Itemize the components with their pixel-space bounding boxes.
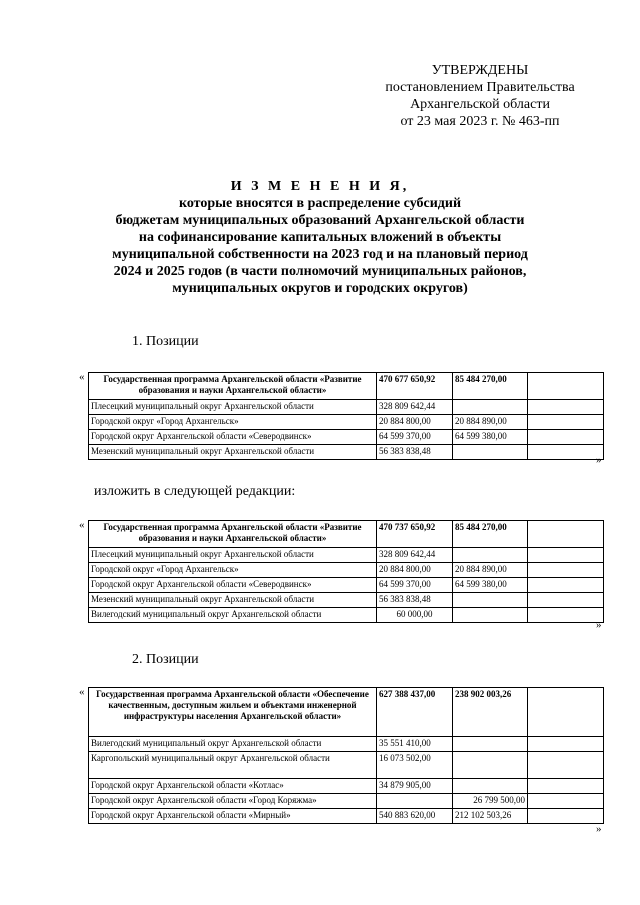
t2-r2-v2: 64 599 380,00 bbox=[453, 578, 528, 593]
t2-r3-name: Мезенский муниципальный округ Архангельской области bbox=[89, 593, 377, 608]
t1-r0-v1: 328 809 642,44 bbox=[377, 400, 453, 415]
t1-r3-v3 bbox=[528, 445, 604, 460]
t2-r0-name: Плесецкий муниципальный округ Архангельской области bbox=[89, 548, 377, 563]
t3-r3-v3 bbox=[528, 794, 604, 809]
t2-r1-v1: 20 884 800,00 bbox=[377, 563, 453, 578]
table-row bbox=[89, 809, 604, 824]
t1-r0-v2 bbox=[453, 400, 528, 415]
table-1 bbox=[88, 372, 604, 460]
t3-r4-v1: 540 883 620,00 bbox=[377, 809, 453, 824]
t1-r0-v3 bbox=[528, 400, 604, 415]
quote-close-3: » bbox=[596, 823, 602, 835]
table-row bbox=[89, 400, 604, 415]
table-3-header-row bbox=[89, 688, 604, 737]
t3-r0-name: Вилегодский муниципальный округ Архангельской области bbox=[89, 737, 377, 752]
t2-r4-v3 bbox=[528, 608, 604, 623]
t1-r2-name: Городской округ Архангельской области «Северодвинск» bbox=[89, 430, 377, 445]
t1-r3-name: Мезенский муниципальный округ Архангельской области bbox=[89, 445, 377, 460]
t2-header-v1: 470 737 650,92 bbox=[377, 521, 453, 548]
t1-r1-name: Городской округ «Город Архангельск» bbox=[89, 415, 377, 430]
t1-r1-v1: 20 884 800,00 bbox=[377, 415, 453, 430]
t1-r1-v3 bbox=[528, 415, 604, 430]
t3-r0-v3 bbox=[528, 737, 604, 752]
t1-header-v1: 470 677 650,92 bbox=[377, 373, 453, 400]
t2-r4-v1: 60 000,00 bbox=[377, 608, 453, 623]
t3-r1-v3 bbox=[528, 752, 604, 779]
title-line-7: муниципальных округов и городских округов) bbox=[172, 281, 468, 296]
t3-header-v3 bbox=[528, 688, 604, 737]
section-2-heading: 2. Позиции bbox=[132, 652, 199, 667]
t3-r4-name: Городской округ Архангельской области «Мирный» bbox=[89, 809, 377, 824]
t2-r4-v2 bbox=[453, 608, 528, 623]
t2-r1-name: Городской округ «Город Архангельск» bbox=[89, 563, 377, 578]
t3-r1-v2 bbox=[453, 752, 528, 779]
t2-header-v2: 85 484 270,00 bbox=[453, 521, 528, 548]
t2-r2-v1: 64 599 370,00 bbox=[377, 578, 453, 593]
quote-open-2: « bbox=[79, 519, 85, 531]
table-1-header-row bbox=[89, 373, 604, 400]
title-line-2: которые вносятся в распределение субсидий bbox=[178, 196, 462, 211]
table-row bbox=[89, 445, 604, 460]
table-row bbox=[89, 752, 604, 779]
t3-r3-name: Городской округ Архангельской области «Город Коряжма» bbox=[89, 794, 377, 809]
t3-r2-v1: 34 879 905,00 bbox=[377, 779, 453, 794]
t2-r4-name: Вилегодский муниципальный округ Архангельской области bbox=[89, 608, 377, 623]
t2-r0-v2 bbox=[453, 548, 528, 563]
t2-r1-v2: 20 884 890,00 bbox=[453, 563, 528, 578]
t1-header-v2: 85 484 270,00 bbox=[453, 373, 528, 400]
document-title bbox=[80, 178, 560, 297]
section-1-heading: 1. Позиции bbox=[132, 334, 199, 349]
table-row bbox=[89, 415, 604, 430]
t1-r1-v2: 20 884 890,00 bbox=[453, 415, 528, 430]
title-line-5: муниципальной собственности на 2023 год и на плановый период bbox=[112, 247, 528, 262]
t3-r0-v1: 35 551 410,00 bbox=[377, 737, 453, 752]
table-row bbox=[89, 779, 604, 794]
t2-r3-v2 bbox=[453, 593, 528, 608]
table-row bbox=[89, 794, 604, 809]
table-row bbox=[89, 737, 604, 752]
title-line-6: 2024 и 2025 годов (в части полномочий муниципальных районов, bbox=[113, 264, 527, 279]
approval-line-1: УТВЕРЖДЕНЫ bbox=[431, 63, 529, 78]
t3-r2-v3 bbox=[528, 779, 604, 794]
approval-line-3: Архангельской области bbox=[410, 97, 550, 112]
t1-r2-v2: 64 599 380,00 bbox=[453, 430, 528, 445]
t3-r2-v2 bbox=[453, 779, 528, 794]
approval-line-4: от 23 мая 2023 г. № 463-пп bbox=[400, 114, 560, 129]
t3-header-v1: 627 388 437,00 bbox=[377, 688, 453, 737]
t1-r2-v3 bbox=[528, 430, 604, 445]
title-line-1: И З М Е Н Е Н И Я, bbox=[230, 179, 410, 194]
table-2 bbox=[88, 520, 604, 623]
middle-text: изложить в следующей редакции: bbox=[94, 484, 296, 499]
t2-header-v3 bbox=[528, 521, 604, 548]
table-row bbox=[89, 608, 604, 623]
t3-r1-name: Каргопольский муниципальный округ Архангельской области bbox=[89, 752, 377, 779]
t2-r2-v3 bbox=[528, 578, 604, 593]
table-row bbox=[89, 593, 604, 608]
title-line-4: на софинансирование капитальных вложений в объекты bbox=[138, 230, 502, 245]
t1-r3-v2 bbox=[453, 445, 528, 460]
table-row bbox=[89, 578, 604, 593]
t3-r4-v3 bbox=[528, 809, 604, 824]
t1-r0-name: Плесецкий муниципальный округ Архангельской области bbox=[89, 400, 377, 415]
title-line-3: бюджетам муниципальных образований Архангельской области bbox=[115, 213, 525, 228]
t2-r1-v3 bbox=[528, 563, 604, 578]
table-3 bbox=[88, 687, 604, 824]
t3-header-name: Государственная программа Архангельской области «Обеспечение качественным, доступным жильем и объектами инженерной инфраструктуры населения Архангельской области» bbox=[89, 688, 377, 737]
t1-r2-v1: 64 599 370,00 bbox=[377, 430, 453, 445]
t3-r3-v2: 26 799 500,00 bbox=[453, 794, 528, 809]
table-row bbox=[89, 563, 604, 578]
t3-r2-name: Городской округ Архангельской области «Котлас» bbox=[89, 779, 377, 794]
t1-r3-v1: 56 383 838,48 bbox=[377, 445, 453, 460]
t1-header-name: Государственная программа Архангельской области «Развитие образования и науки Архангельской области» bbox=[89, 373, 377, 400]
t2-r3-v1: 56 383 838,48 bbox=[377, 593, 453, 608]
t2-r3-v3 bbox=[528, 593, 604, 608]
approval-line-2: постановлением Правительства bbox=[385, 80, 575, 95]
t3-r1-v1: 16 073 502,00 bbox=[377, 752, 453, 779]
t1-header-v3 bbox=[528, 373, 604, 400]
quote-close-2: » bbox=[596, 619, 602, 631]
table-row bbox=[89, 548, 604, 563]
table-2-header-row bbox=[89, 521, 604, 548]
t2-header-name: Государственная программа Архангельской области «Развитие образования и науки Архангельской области» bbox=[89, 521, 377, 548]
quote-open-3: « bbox=[79, 686, 85, 698]
quote-close-1: » bbox=[596, 454, 602, 466]
t3-header-v2: 238 902 003,26 bbox=[453, 688, 528, 737]
table-row bbox=[89, 430, 604, 445]
t2-r0-v1: 328 809 642,44 bbox=[377, 548, 453, 563]
t3-r4-v2: 212 102 503,26 bbox=[453, 809, 528, 824]
approval-block bbox=[360, 62, 600, 130]
t3-r0-v2 bbox=[453, 737, 528, 752]
t2-r0-v3 bbox=[528, 548, 604, 563]
quote-open-1: « bbox=[79, 371, 85, 383]
t2-r2-name: Городской округ Архангельской области «Северодвинск» bbox=[89, 578, 377, 593]
t3-r3-v1 bbox=[377, 794, 453, 809]
